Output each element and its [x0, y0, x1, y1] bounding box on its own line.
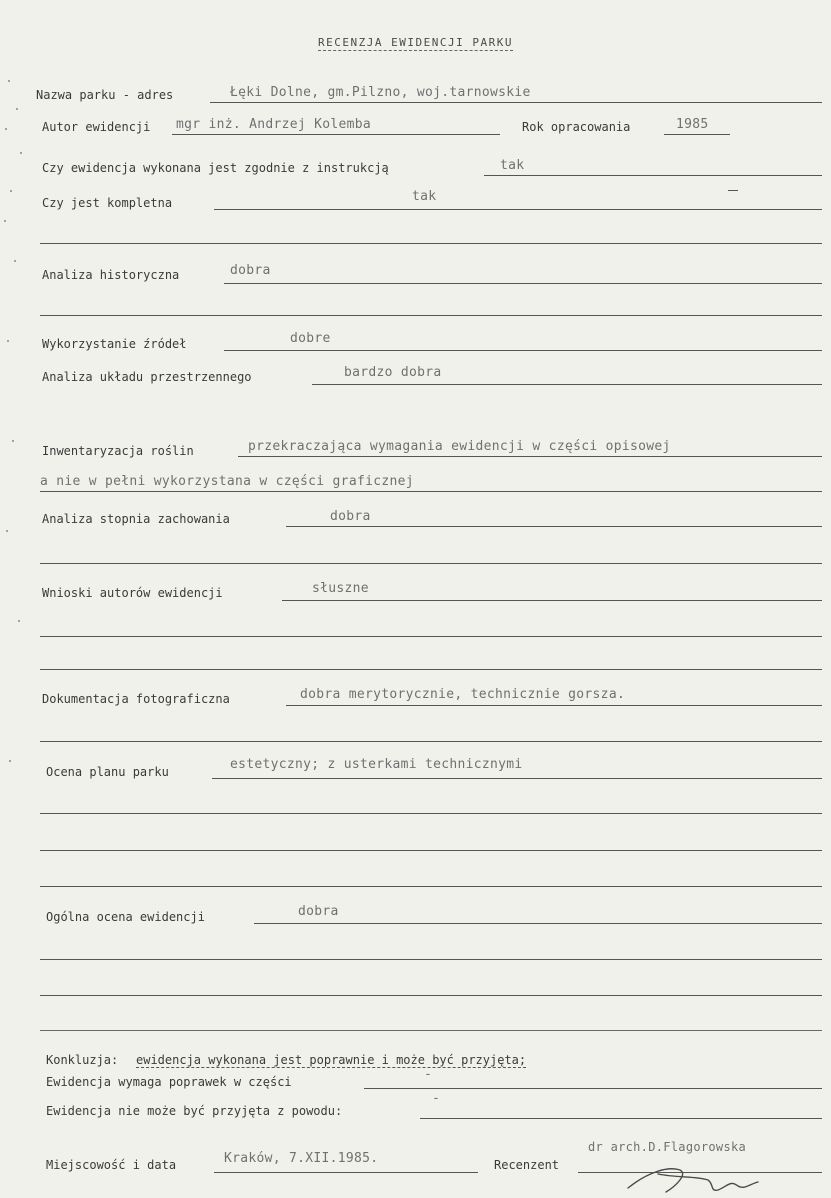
rule-odrzucona [420, 1118, 822, 1119]
inwent-label: Inwentaryzacja roślin [42, 444, 200, 458]
rule-zgodnie [484, 175, 822, 176]
foto-value: dobra merytorycznie, technicznie gorsza. [300, 687, 626, 702]
rule-blank-11 [40, 995, 822, 996]
inwent-value-2: a nie w pełni wykorzystana w części graficznej [40, 474, 414, 489]
odrzucona-label: Ewidencja nie może być przyjęta z powodu: [46, 1104, 348, 1118]
rule-blank-9 [40, 886, 822, 887]
rule-nazwa [210, 102, 822, 103]
rule-ogolna [254, 923, 822, 924]
zachowanie-value: dobra [330, 509, 371, 524]
rok-value: 1985 [676, 117, 709, 132]
miejsce-value: Kraków, 7.XII.1985. [224, 1151, 379, 1166]
rule-zrodla [224, 350, 822, 351]
rule-wnioski [282, 600, 822, 601]
analiza-hist-value: dobra [230, 263, 271, 278]
miejsce-label: Miejscowość i data [46, 1158, 182, 1172]
rule-miejsce [214, 1172, 478, 1173]
rule-kompletna [214, 209, 822, 210]
page-title: RECENZJA EWIDENCJI PARKU [318, 36, 513, 49]
ogolna-value: dobra [298, 904, 339, 919]
rule-foto [286, 705, 822, 706]
ogolna-label: Ogólna ocena ewidencji [46, 910, 211, 924]
inwent-value-1: przekraczająca wymagania ewidencji w części opisowej [248, 439, 671, 454]
rule-blank-7 [40, 813, 822, 814]
zrodla-label: Wykorzystanie źródeł [42, 337, 193, 351]
rule-blank-8 [40, 850, 822, 851]
recenzent-label: Recenzent [494, 1158, 560, 1172]
poprawki-label: Ewidencja wymaga poprawek w części [46, 1075, 298, 1089]
rule-analiza-hist [224, 283, 822, 284]
rule-autor [172, 134, 500, 135]
recenzent-value: dr arch.D.Flagorowska [588, 1140, 747, 1154]
rule-blank-1 [40, 243, 822, 244]
nazwa-value: Łęki Dolne, gm.Pilzno, woj.tarnowskie [230, 85, 531, 100]
margin-specks [2, 60, 32, 1160]
uklad-value: bardzo dobra [344, 365, 442, 380]
rule-inwent-1 [238, 456, 822, 457]
foto-label: Dokumentacja fotograficzna [42, 692, 236, 706]
rule-uklad [312, 384, 822, 385]
rule-poprawki [364, 1088, 822, 1089]
rok-label: Rok opracowania [522, 120, 636, 134]
autor-value: mgr inż. Andrzej Kolemba [176, 117, 372, 132]
rule-blank-5 [40, 669, 822, 670]
rule-blank-6 [40, 741, 822, 742]
nazwa-label: Nazwa parku - adres [36, 88, 179, 102]
rule-blank-4 [40, 636, 822, 637]
autor-label: Autor ewidencji [42, 120, 156, 134]
zgodnie-label: Czy ewidencja wykonana jest zgodnie z instrukcją [42, 161, 395, 175]
rule-blank-12 [40, 1030, 822, 1031]
odrzucona-value: - [432, 1091, 441, 1106]
zgodnie-value: tak [500, 158, 525, 173]
rule-rok [664, 134, 730, 135]
kompletna-label: Czy jest kompletna [42, 196, 178, 210]
mark-dash [728, 190, 738, 191]
kompletna-value: tak [412, 189, 437, 204]
plan-value: estetyczny; z usterkami technicznymi [230, 757, 523, 772]
analiza-hist-label: Analiza historyczna [42, 268, 185, 282]
conclusion-prefix: Konkluzja: [46, 1053, 124, 1067]
wnioski-value: słuszne [312, 581, 369, 596]
rule-blank-10 [40, 959, 822, 960]
rule-blank-2 [40, 315, 822, 316]
poprawki-value: - [424, 1067, 433, 1082]
wnioski-label: Wnioski autorów ewidencji [42, 586, 229, 600]
plan-label: Ocena planu parku [46, 765, 175, 779]
signature-handwritten [618, 1152, 768, 1198]
rule-blank-3 [40, 563, 822, 564]
rule-inwent-2 [40, 491, 822, 492]
rule-plan [212, 778, 822, 779]
zachowanie-label: Analiza stopnia zachowania [42, 512, 236, 526]
zrodla-value: dobre [290, 331, 331, 346]
uklad-label: Analiza układu przestrzennego [42, 370, 258, 384]
conclusion-text: ewidencja wykonana jest poprawnie i może być przyjęta; [136, 1053, 527, 1067]
rule-zachowanie [286, 526, 822, 527]
